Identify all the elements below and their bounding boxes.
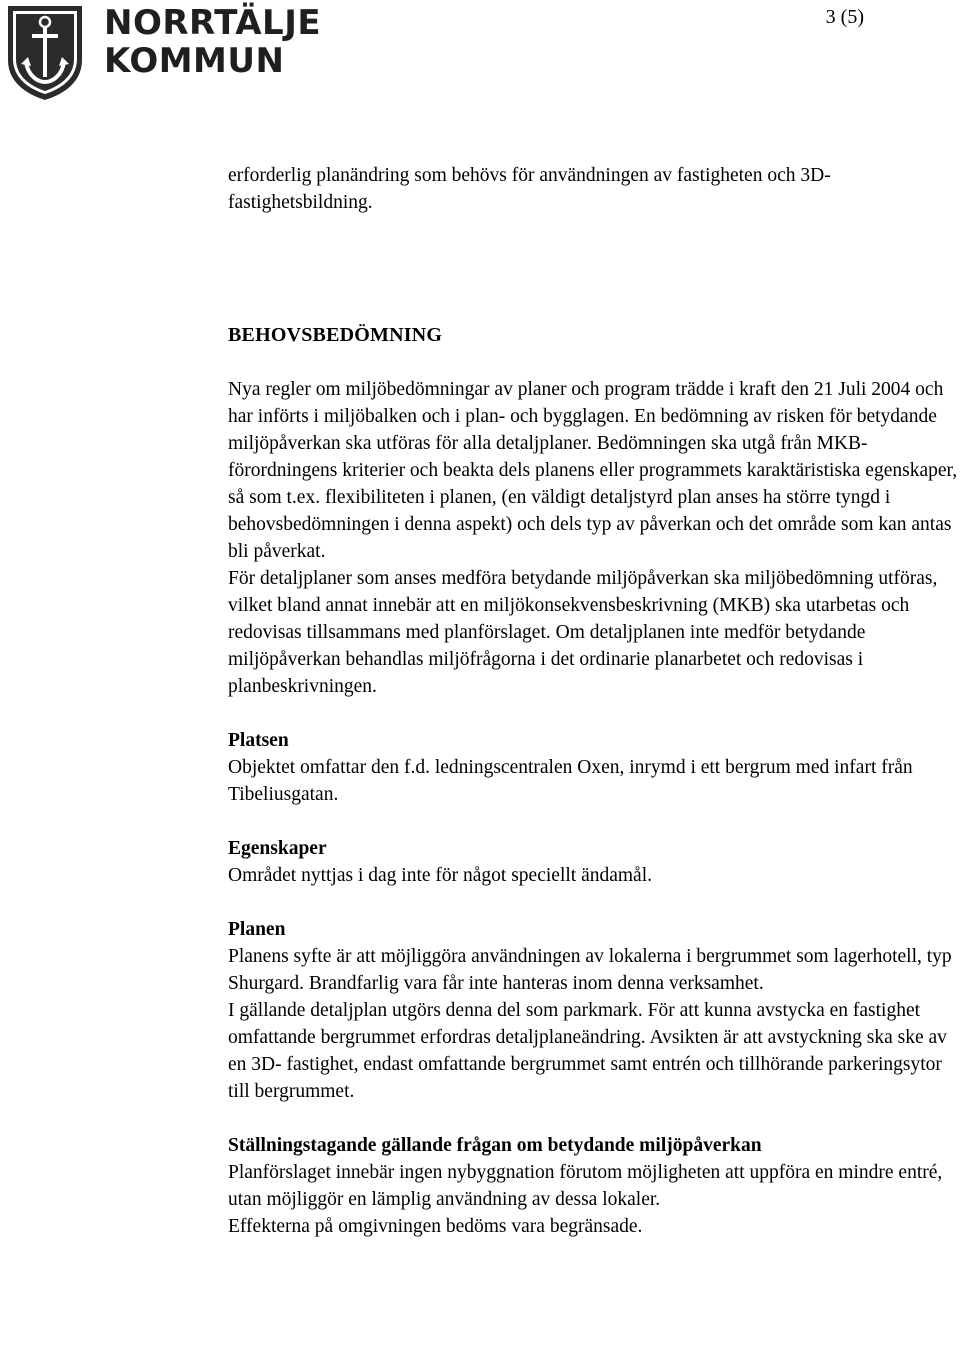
stallning-text-1: Planförslaget innebär ingen nybyggnation förutom möjligheten att uppföra en mindre entré, utan möjliggör en lämplig användning av dessa lokaler. bbox=[228, 1162, 943, 1210]
section-heading-planen: Planen bbox=[228, 919, 286, 940]
behov-paragraph-2: För detaljplaner som anses medföra betydande miljöpåverkan ska miljöbedömning utföras, vilket bland annat innebär att en miljökonsekvensbeskrivning (MKB) ska utarbetas och redovisas tillsammans med planförslaget. Om detaljplanen inte medför betydande miljöpåverkan behandlas miljöfrågorna i det ordinarie planarbetet och redovisas i planbeskrivningen. bbox=[228, 568, 938, 697]
intro-paragraph: erforderlig planändring som behövs för användningen av fastigheten och 3D-fastighetsbildning. bbox=[228, 165, 831, 213]
section-heading-stallningstagande: Ställningstagande gällande frågan om betydande miljöpåverkan bbox=[228, 1135, 762, 1156]
logo-line-2: KOMMUN bbox=[104, 41, 285, 81]
logo-wordmark bbox=[104, 4, 321, 80]
planen-text-2: I gällande detaljplan utgörs denna del som parkmark. För att kunna avstycka en fastighet omfattande bergrummet erfordras detaljplaneändring. Avsikten är att avstyckning ska ske av en 3D- fastighet, endast omfattande bergrummet samt entrén och tillhörande parkeringsytor till bergrummet. bbox=[228, 1000, 947, 1102]
planen-text-1: Planens syfte är att möjliggöra användningen av lokalerna i bergrummet som lagerhotell, typ Shurgard. Brandfarlig vara får inte hanteras inom denna verksamhet. bbox=[228, 946, 952, 994]
page-header bbox=[0, 0, 960, 110]
logo-line-1: NORRTÄLJE bbox=[104, 3, 322, 43]
section-heading-behovsbedomning: BEHOVSBEDÖMNING bbox=[228, 324, 443, 346]
municipality-crest-icon bbox=[4, 2, 86, 102]
document-body bbox=[228, 162, 958, 1240]
section-heading-platsen: Platsen bbox=[228, 730, 289, 751]
page-number: 3 (5) bbox=[825, 6, 864, 28]
egenskaper-text: Området nyttjas i dag inte för något speciellt ändamål. bbox=[228, 865, 652, 886]
platsen-text: Objektet omfattar den f.d. ledningscentralen Oxen, inrymd i ett bergrum med infart från Tibeliusgatan. bbox=[228, 757, 913, 805]
stallning-text-2: Effekterna på omgivningen bedöms vara begränsade. bbox=[228, 1216, 643, 1237]
section-heading-egenskaper: Egenskaper bbox=[228, 838, 327, 859]
behov-paragraph-1: Nya regler om miljöbedömningar av planer och program trädde i kraft den 21 Juli 2004 och har införts i miljöbalken och i plan- och bygglagen. En bedömning av risken för betydande miljöpåverkan ska utföras för alla detaljplaner. Bedömningen ska utgå från MKB- förordningens kriterier och beakta dels planens eller programmets karaktäristiska egenskaper, så som t.ex. flexibiliteten i planen, (en väldigt detaljstyrd plan anses ha större tyngd i behovsbedömningen i denna aspekt) och dels typ av påverkan och det område som kan antas bli påverkat. bbox=[228, 379, 958, 562]
